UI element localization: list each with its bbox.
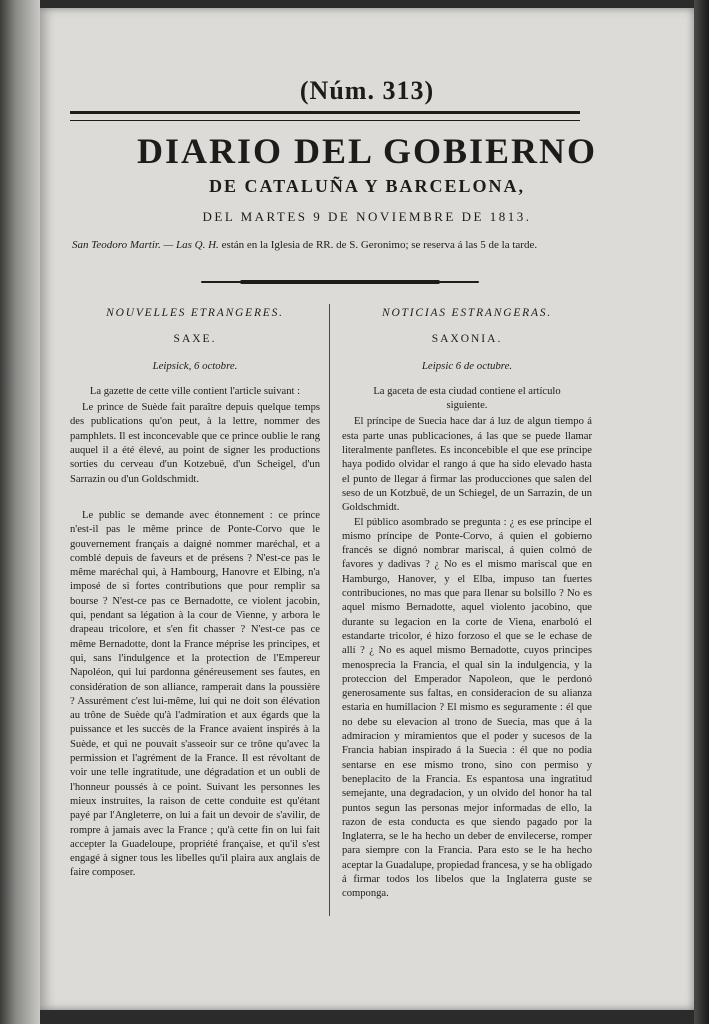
ornament-rule xyxy=(240,280,440,284)
left-column-heading: NOUVELLES ETRANGERES. xyxy=(106,307,284,319)
book-edge xyxy=(694,0,709,1024)
saints-notice-text: están en la Iglesia de RR. de S. Geronimo; se reserva á las 5 de la tarde. xyxy=(221,239,538,251)
header-rule xyxy=(70,111,580,121)
right-column-dateline: Leipsic 6 de octubre. xyxy=(421,359,513,372)
saints-notice xyxy=(72,238,612,253)
right-column-intro: La gaceta de esta ciudad contiene el artículo siguiente. xyxy=(373,385,561,412)
issue-number: (Núm. 313) xyxy=(299,76,435,105)
newspaper-page xyxy=(40,8,694,1010)
left-column-place: SAXE. xyxy=(173,333,217,346)
right-column-paragraph-2: El público asombrado se pregunta : ¿ es ese príncipe el mismo príncipe de Ponte-Corvo, á quien el gobierno francés se dignó nombrar mariscal, á quien colmó de favores y dadivas ? ¿ No es el mismo mariscal que en Hamburgo, Hanover, y el Elba, impuso tan fuertes contribuciones, no mas que para llenar su bolsillo ? No es aquel mismo Bernadotte, aquel violento jacobino, que durante su legacion en la corte de Viena, enarboló el estandarte tricolor, é hizo forzoso el que se le echase de allí ? ¿ No es aquel mismo Bernadotte, cuyos principes menosprecia la Francia, el qual sin la indulgencia, y la proteccion del Emperador Napoleon, que le perdonó generosamente sus faltas, en consideracion de su alianza estaria en humillacion ? El mismo es seguramente : él que no debe su elevacion al trono de Suecia, mas que á la admiracion y miramientos que el poder y sucesos de la Francia habian inspirado á la Suecia : él que no podia sentarse en ese mismo trono, sino con permiso y beneplacito de la Francia. Es espantosa una ingratitud semejante, una degradacion, y un olvido del honor ha tal puntos segun las personas mejor informadas de ello, la razon de esta conducta es que siendo pagado por la Inglaterra, se le ha hecho un deber de envilecerse, romper para siempre con la Francia. Para esto se le ha hecho aceptar la Guadalupe, propiedad francesa, y se ha obligado á firmar todos los libelos que la Inglaterra guste se componga. xyxy=(342,516,592,900)
left-column-paragraph-1: Le prince de Suède fait paraître depuis quelque temps des publications qu'on peut, à la lettre, nommer des pamphlets. Il est inconcevable que ce prince oublie le rang auquel il a été élevé, au point de signer les productions sorties du cerveau d'un Kotzebuë, d'un Scheigel, d'un Sarrazin ou d'un Goldschmidt. xyxy=(70,402,320,485)
saints-notice-italic: San Teodoro Martir. — Las Q. H. xyxy=(72,239,219,251)
column-divider xyxy=(329,304,330,916)
right-column-place: SAXONIA. xyxy=(431,333,503,346)
masthead-title: DIARIO DEL GOBIERNO xyxy=(136,131,598,171)
right-column-paragraph-1: El príncipe de Suecia hace dar á luz de algun tiempo á esta parte unas publicaciones, á las que se puede llamar literalmente panfletes. Es inconcebible el que ese príncipe haya podido olvidar el rango á que ha sido elevado hasta el punto de llegar á firmar las producciones que salen del seso de un Kotzbuë, de un Schiegel, de un Sarrazin, de un Goldschmidt. xyxy=(342,416,592,514)
facing-page-edge xyxy=(0,0,40,1024)
right-column-spanish xyxy=(342,306,592,902)
right-column-heading: NOTICIAS ESTRANGERAS. xyxy=(381,307,553,319)
issue-date: DEL MARTES 9 DE NOVIEMBRE DE 1813. xyxy=(202,209,532,224)
left-column-paragraph-2: Le public se demande avec étonnement : ce prince n'est-il pas le même prince de Ponte-Corvo que le gouvernement français a daigné nommer maréchal, et a comblé depuis de faveurs et de présens ? N'est-ce pas le même maréchal qui, à Hambourg, Hanovre et Elbing, n'a imposé de si fortes contributions que pour remplir sa bourse ? N'est-ce pas ce Bernadotte, ce violent jacobin, qui, pendant sa légation à la cour de Vienne, y arbora le drapeau tricolore, et s'en fit chasser ? N'est-ce pas ce même Bernadotte, dont la France méprise les principes, et qui, sans l'indulgence et la protection de l'Empereur Napoléon, qui lui pardonna généreusement ses fautes, en considération de son alliance, ramperait dans la poussière ? Assurément c'est lui-même, lui qui ne doit son élévation au trône de Suède qu'à l'admiration et aux égards que la puissance et les succès de la France avaient inspirés à la Suède, et qui ne pouvait s'asseoir sur ce trône qu'avec la permission et l'agrément de la France. Il est révoltant de voir une telle ingratitude, une dégradation et un oubli de l'honneur poussés à ce point. Suivant les personnes les mieux instruites, la raison de cette conduite est qu'étant payé par l'Angleterre, on lui a fait un devoir de s'avilir, de rompre à jamais avec la France ; qu'à cette fin on lui fait accepter la Guadeloupe, propriété française, et qu'il s'est engagé à signer tous les libelles qu'il plaira aux anglais de faire composer. xyxy=(70,509,320,879)
left-column-dateline: Leipsick, 6 octobre. xyxy=(152,359,238,372)
left-column-intro: La gazette de cette ville contient l'article suivant : xyxy=(89,385,301,397)
left-column-french xyxy=(70,306,320,881)
masthead-subtitle: DE CATALUÑA Y BARCELONA, xyxy=(208,176,526,196)
